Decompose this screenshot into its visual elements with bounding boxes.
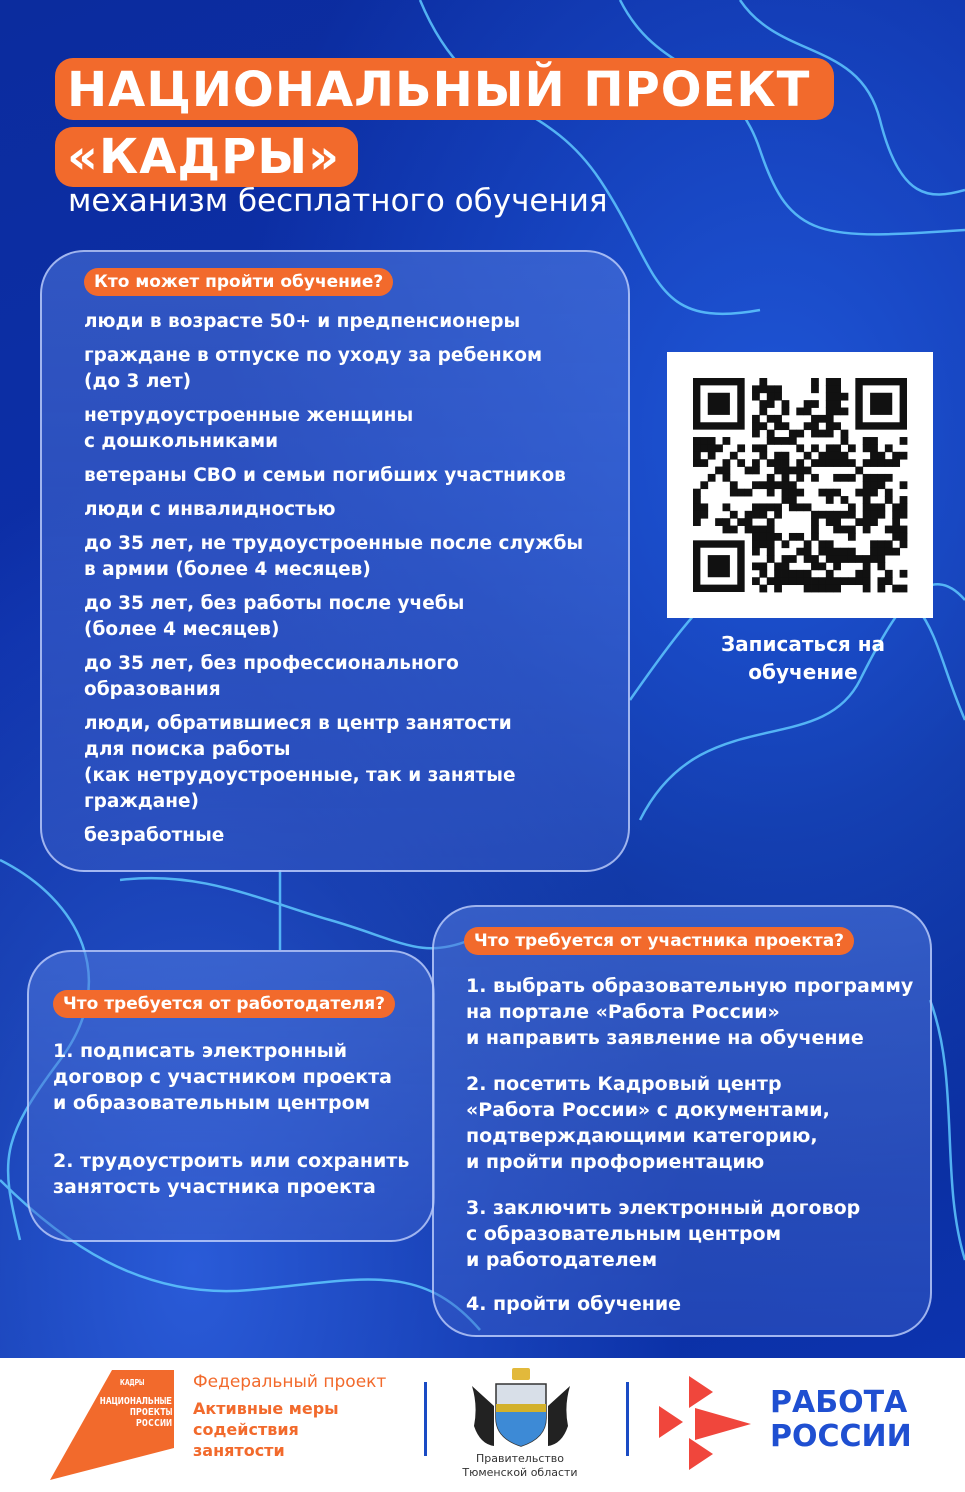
government-label: Правительство Тюменской области bbox=[462, 1452, 578, 1479]
who-item: люди, обратившиеся в центр занятости для поиска работы (как нетрудоустроенные, так и занятые граждане) bbox=[84, 713, 516, 812]
qr-caption: Записаться на обучение bbox=[720, 632, 886, 684]
coat-of-arms-icon bbox=[466, 1366, 576, 1452]
participant-heading: Что требуется от участника проекта? bbox=[464, 927, 854, 955]
who-item: ветераны СВО и семьи погибших участников bbox=[84, 465, 566, 486]
participant-item: 3. заключить электронный договор с образовательным центром и работодателем bbox=[466, 1197, 861, 1271]
who-item: до 35 лет, без профессионального образования bbox=[84, 653, 459, 700]
divider bbox=[626, 1382, 629, 1456]
divider bbox=[424, 1382, 427, 1456]
who-item: до 35 лет, без работы после учебы (более 4 месяцев) bbox=[84, 593, 465, 640]
who-item: люди в возрасте 50+ и предпенсионеры bbox=[84, 311, 521, 332]
title-line-1: НАЦИОНАЛЬНЫЙ ПРОЕКТ bbox=[55, 58, 834, 120]
federal-project-label: Федеральный проект bbox=[193, 1372, 387, 1392]
federal-project-name: Активные меры содействия занятости bbox=[193, 1399, 339, 1460]
who-heading: Кто может пройти обучение? bbox=[84, 268, 393, 296]
who-item: нетрудоустроенные женщины с дошкольниками bbox=[84, 405, 414, 452]
participant-item: 1. выбрать образовательную программу на портале «Работа России» и направить заявление на обучение bbox=[466, 975, 914, 1049]
participant-item: 2. посетить Кадровый центр «Работа России» с документами, подтверждающими категорию, и пройти профориентацию bbox=[466, 1073, 830, 1173]
qr-code-image bbox=[667, 352, 933, 618]
qr-code[interactable] bbox=[667, 352, 933, 618]
who-item: граждане в отпуске по уходу за ребенком (до 3 лет) bbox=[84, 345, 543, 392]
employer-card bbox=[27, 950, 435, 1242]
employer-item: 2. трудоустроить или сохранить занятость участника проекта bbox=[53, 1150, 410, 1198]
who-card bbox=[40, 250, 630, 872]
title-line-2: «КАДРЫ» bbox=[55, 127, 358, 187]
participant-card bbox=[432, 905, 932, 1337]
who-item: люди с инвалидностью bbox=[84, 499, 336, 520]
footer bbox=[0, 1358, 965, 1492]
national-projects-logo-text: НАЦИОНАЛЬНЫЕ ПРОЕКТЫ РОССИИ bbox=[99, 1396, 172, 1429]
employer-item: 1. подписать электронный договор с участником проекта и образовательным центром bbox=[53, 1040, 393, 1114]
subtitle: механизм бесплатного обучения bbox=[68, 183, 608, 219]
who-item: до 35 лет, не трудоустроенные после службы в армии (более 4 месяцев) bbox=[84, 533, 584, 580]
employer-heading: Что требуется от работодателя? bbox=[53, 990, 395, 1018]
participant-item: 4. пройти обучение bbox=[466, 1293, 682, 1315]
rabota-rossii-logo-icon bbox=[655, 1372, 755, 1472]
national-projects-logo-small: КАДРЫ bbox=[120, 1378, 145, 1387]
who-item: безработные bbox=[84, 825, 225, 846]
rabota-rossii-text: РАБОТА РОССИИ bbox=[770, 1385, 912, 1454]
